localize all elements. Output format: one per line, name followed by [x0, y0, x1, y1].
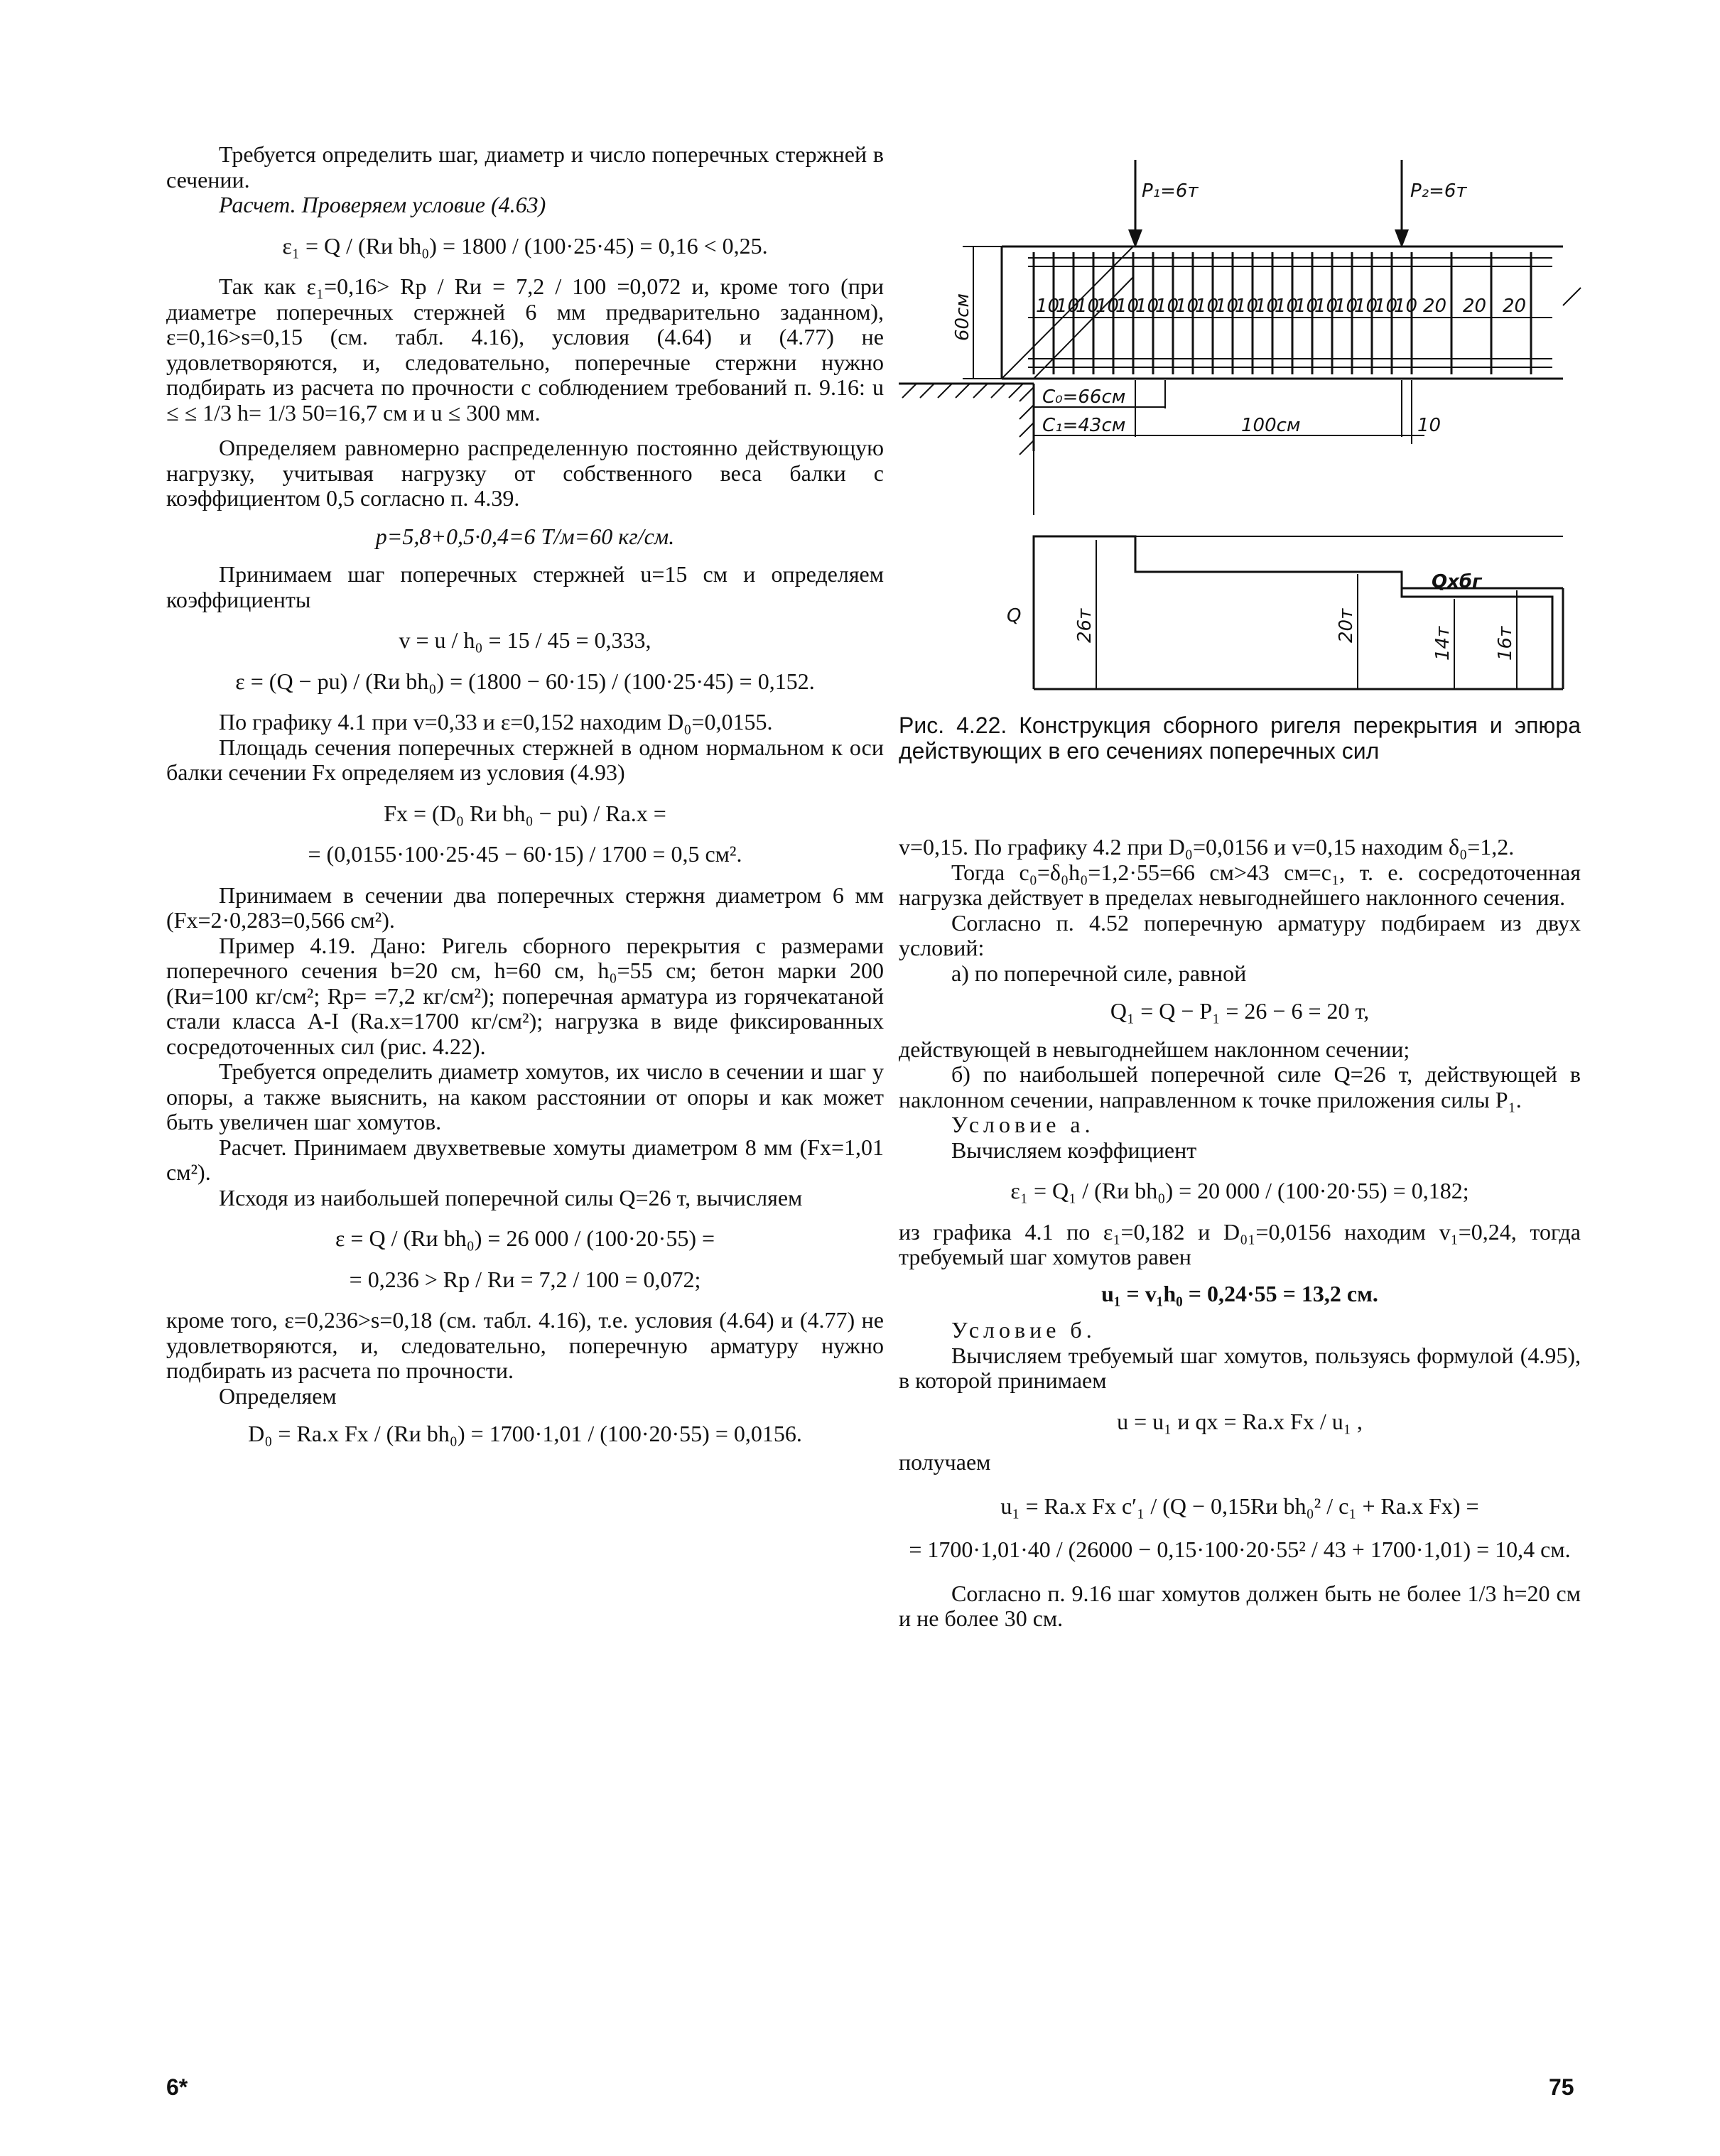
- label-height: 60см: [952, 293, 973, 341]
- formula: u₁ = v₁h₀ = 0,24·55 = 13,2 см.: [1101, 1280, 1378, 1306]
- paragraph: v=0,15. По графику 4.2 при D₀=0,0156 и v=0,15 находим δ₀=1,2.: [899, 834, 1515, 860]
- svg-text:10: 10: [1354, 296, 1378, 317]
- svg-text:10: 10: [1175, 296, 1199, 317]
- paragraph: Принимаем в сечении два поперечных стержня диаметром 6 мм (Fx=2·0,283=0,566 см²).: [166, 882, 884, 933]
- svg-text:10: 10: [1394, 296, 1418, 317]
- paragraph: Так как ε₁=0,16> Rр / Rи = 7,2 / 100 =0,072 и, кроме того (при диаметре поперечных стержней 6 мм предварительно заданном), ε=0,16>s=0,15 (см. табл. 4.16), условия (4.64) и (4.77) не удовлетворяются, и, следовательно, поперечные стержни нужно подбирать из расчета по прочности с соблюдением требований п. 9.16: u ≤ ≤ 1/3 h= 1/3 50=16,7 см и u ≤ 300 мм.: [166, 273, 884, 426]
- paragraph: б) по наибольшей поперечной силе Q=26 т, действующей в наклонном сечении, направленном к точке приложения силы P₁.: [899, 1061, 1581, 1112]
- svg-text:10: 10: [1096, 296, 1120, 317]
- page-marker: 6*: [166, 2074, 188, 2100]
- paragraph: Расчет. Принимаем двухветвевые хомуты диаметром 8 мм (Fx=1,01 см²).: [166, 1134, 884, 1185]
- formula: D₀ = Ra.x Fx / (Rи bh₀) = 1700·1,01 / (100·20·55) = 0,0156.: [248, 1421, 802, 1446]
- formula: = (0,0155·100·25·45 − 60·15) / 1700 = 0,5 см².: [308, 841, 742, 867]
- label-16t: 16т: [1495, 626, 1516, 661]
- svg-text:10: 10: [1155, 296, 1179, 317]
- label-26t: 26т: [1074, 608, 1096, 643]
- formula: = 1700·1,01·40 / (26000 − 0,15·100·20·55² / 43 + 1700·1,01) = 10,4 см.: [909, 1537, 1571, 1562]
- formula: u = u₁ и qx = Ra.x Fx / u₁ ,: [1117, 1408, 1363, 1434]
- paragraph: Требуется определить диаметр хомутов, их число в сечении и шаг у опоры, а также выяснить, на каком расстоянии от опоры и как может быть увеличен шаг хомутов.: [166, 1058, 884, 1134]
- paragraph: из графика 4.1 по ε₁=0,182 и D₀₁=0,0156 находим v₁=0,24, тогда требуемый шаг хомутов равен: [899, 1218, 1581, 1269]
- paragraph: действующей в невыгоднейшем наклонном сечении;: [899, 1036, 1410, 1062]
- paragraph: Согласно п. 4.52 поперечную арматуру подбираем из двух условий:: [899, 909, 1581, 960]
- label-q: Q: [1007, 605, 1022, 627]
- paragraph: Требуется определить шаг, диаметр и число поперечных стержней в сечении.: [166, 141, 884, 193]
- label-qx: Qxбг: [1432, 571, 1482, 592]
- svg-text:10: 10: [1235, 296, 1259, 317]
- paragraph: Расчет. Проверяем условие (4.63): [219, 192, 546, 217]
- svg-text:20: 20: [1503, 296, 1527, 317]
- subheading: Условие б.: [951, 1317, 1096, 1343]
- formula: Fx = (D₀ Rи bh₀ − pu) / Ra.x =: [384, 800, 666, 826]
- paragraph: Вычисляем требуемый шаг хомутов, пользуясь формулой (4.95), в которой принимаем: [899, 1342, 1581, 1393]
- label-p1: P₁=6т: [1142, 180, 1199, 202]
- formula: ε₁ = Q / (Rи bh₀) = 1800 / (100·25·45) = 0,16 < 0,25.: [282, 232, 768, 259]
- paragraph: Тогда c₀=δ₀h₀=1,2·55=66 см>43 см=c₁, т. е. сосредоточенная нагрузка действует в пределах невыгоднейшего наклонного сечения.: [899, 859, 1581, 910]
- svg-text:10: 10: [1334, 296, 1358, 317]
- svg-text:10: 10: [1314, 296, 1338, 317]
- stirrup-spacing-labels: [1036, 296, 1526, 317]
- paragraph: а) по поперечной силе, равной: [951, 960, 1247, 986]
- subheading: Условие а.: [951, 1112, 1095, 1137]
- formula: Q₁ = Q − P₁ = 26 − 6 = 20 т,: [1110, 998, 1370, 1024]
- label-10: 10: [1417, 415, 1442, 436]
- formula: = 0,236 > Rр / Rи = 7,2 / 100 = 0,072;: [349, 1266, 701, 1292]
- paragraph: Площадь сечения поперечных стержней в одном нормальном к оси балки сечении Fx определяем из условия (4.93): [166, 734, 884, 785]
- paragraph: Исходя из наибольшей поперечной силы Q=26 т, вычисляем: [219, 1184, 803, 1210]
- beam-figure: [892, 153, 1595, 693]
- svg-text:10: 10: [1294, 296, 1319, 317]
- svg-text:10: 10: [1036, 296, 1060, 317]
- svg-text:10: 10: [1215, 296, 1239, 317]
- svg-text:10: 10: [1255, 296, 1279, 317]
- figure-caption: Рис. 4.22. Конструкция сборного ригеля перекрытия и эпюра действующих в его сечениях поперечных сил: [899, 713, 1581, 764]
- inclined-section-c1: [1034, 277, 1133, 379]
- page-number: 75: [1549, 2074, 1574, 2100]
- paragraph: Пример 4.19. Дано: Ригель сборного перекрытия с размерами поперечного сечения b=20 см, h=60 см, h₀=55 см; бетон марки 200 (Rи=100 кг/см²; Rр= =7,2 кг/см²); поперечная арматура из горячекатаной стали класса A-I (Ra.x=1700 кг/см²); нагрузка в виде фиксированных сосредоточенных сил (рис. 4.22).: [166, 932, 884, 1059]
- paragraph: Определяем: [219, 1382, 337, 1409]
- label-20t: 20т: [1336, 608, 1357, 643]
- formula: ε = (Q − pu) / (Rи bh₀) = (1800 − 60·15) / (100·25·45) = 0,152.: [235, 668, 815, 694]
- paragraph: Определяем равномерно распределенную постоянно действующую нагрузку, учитывая нагрузку от собственного веса балки с коэффициентом 0,5 согласно п. 4.39.: [166, 435, 884, 511]
- label-14t: 14т: [1432, 626, 1454, 661]
- paragraph: Вычисляем коэффициент: [951, 1137, 1197, 1163]
- svg-text:10: 10: [1374, 296, 1398, 317]
- label-c1: C₁=43см: [1042, 415, 1126, 436]
- svg-text:20: 20: [1463, 296, 1487, 317]
- formula: p=5,8+0,5·0,4=6 Т/м=60 кг/см.: [375, 523, 675, 549]
- shear-diagram: [1034, 536, 1563, 689]
- support-hatching: [899, 384, 1034, 455]
- label-p2: P₂=6т: [1410, 180, 1467, 202]
- svg-text:10: 10: [1135, 296, 1159, 317]
- svg-text:10: 10: [1275, 296, 1299, 317]
- paragraph: Согласно п. 9.16 шаг хомутов должен быть не более 1/3 h=20 см и не более 30 см.: [899, 1580, 1581, 1631]
- formula: u₁ = Ra.x Fx c′₁ / (Q − 0,15Rи bh₀² / c₁ + Ra.x Fx) =: [1000, 1493, 1479, 1519]
- paragraph: По графику 4.1 при v=0,33 и ε=0,152 находим D₀=0,0155.: [219, 709, 773, 735]
- paragraph: кроме того, ε=0,236>s=0,18 (см. табл. 4.16), т.е. условия (4.64) и (4.77) не удовлетворяются, и, следовательно, поперечную арматуру нужно подбирать из расчета по прочности.: [166, 1307, 884, 1383]
- svg-text:20: 20: [1423, 296, 1447, 317]
- paragraph: получаем: [899, 1449, 991, 1475]
- shear-value-arrows: [1096, 540, 1517, 689]
- svg-text:10: 10: [1076, 296, 1100, 317]
- label-c0: C₀=66см: [1042, 386, 1126, 408]
- formula: v = u / h₀ = 15 / 45 = 0,333,: [399, 627, 651, 653]
- right-column: [899, 835, 1581, 1632]
- svg-text:10: 10: [1056, 296, 1080, 317]
- svg-text:10: 10: [1195, 296, 1219, 317]
- formula: ε = Q / (Rи bh₀) = 26 000 / (100·20·55) =: [335, 1225, 715, 1251]
- left-column: [166, 142, 884, 1460]
- paragraph: Принимаем шаг поперечных стержней u=15 см и определяем коэффициенты: [166, 561, 884, 612]
- formula: ε₁ = Q₁ / (Rи bh₀) = 20 000 / (100·20·55) = 0,182;: [1010, 1178, 1469, 1203]
- svg-text:10: 10: [1115, 296, 1140, 317]
- label-100cm: 100см: [1241, 415, 1301, 436]
